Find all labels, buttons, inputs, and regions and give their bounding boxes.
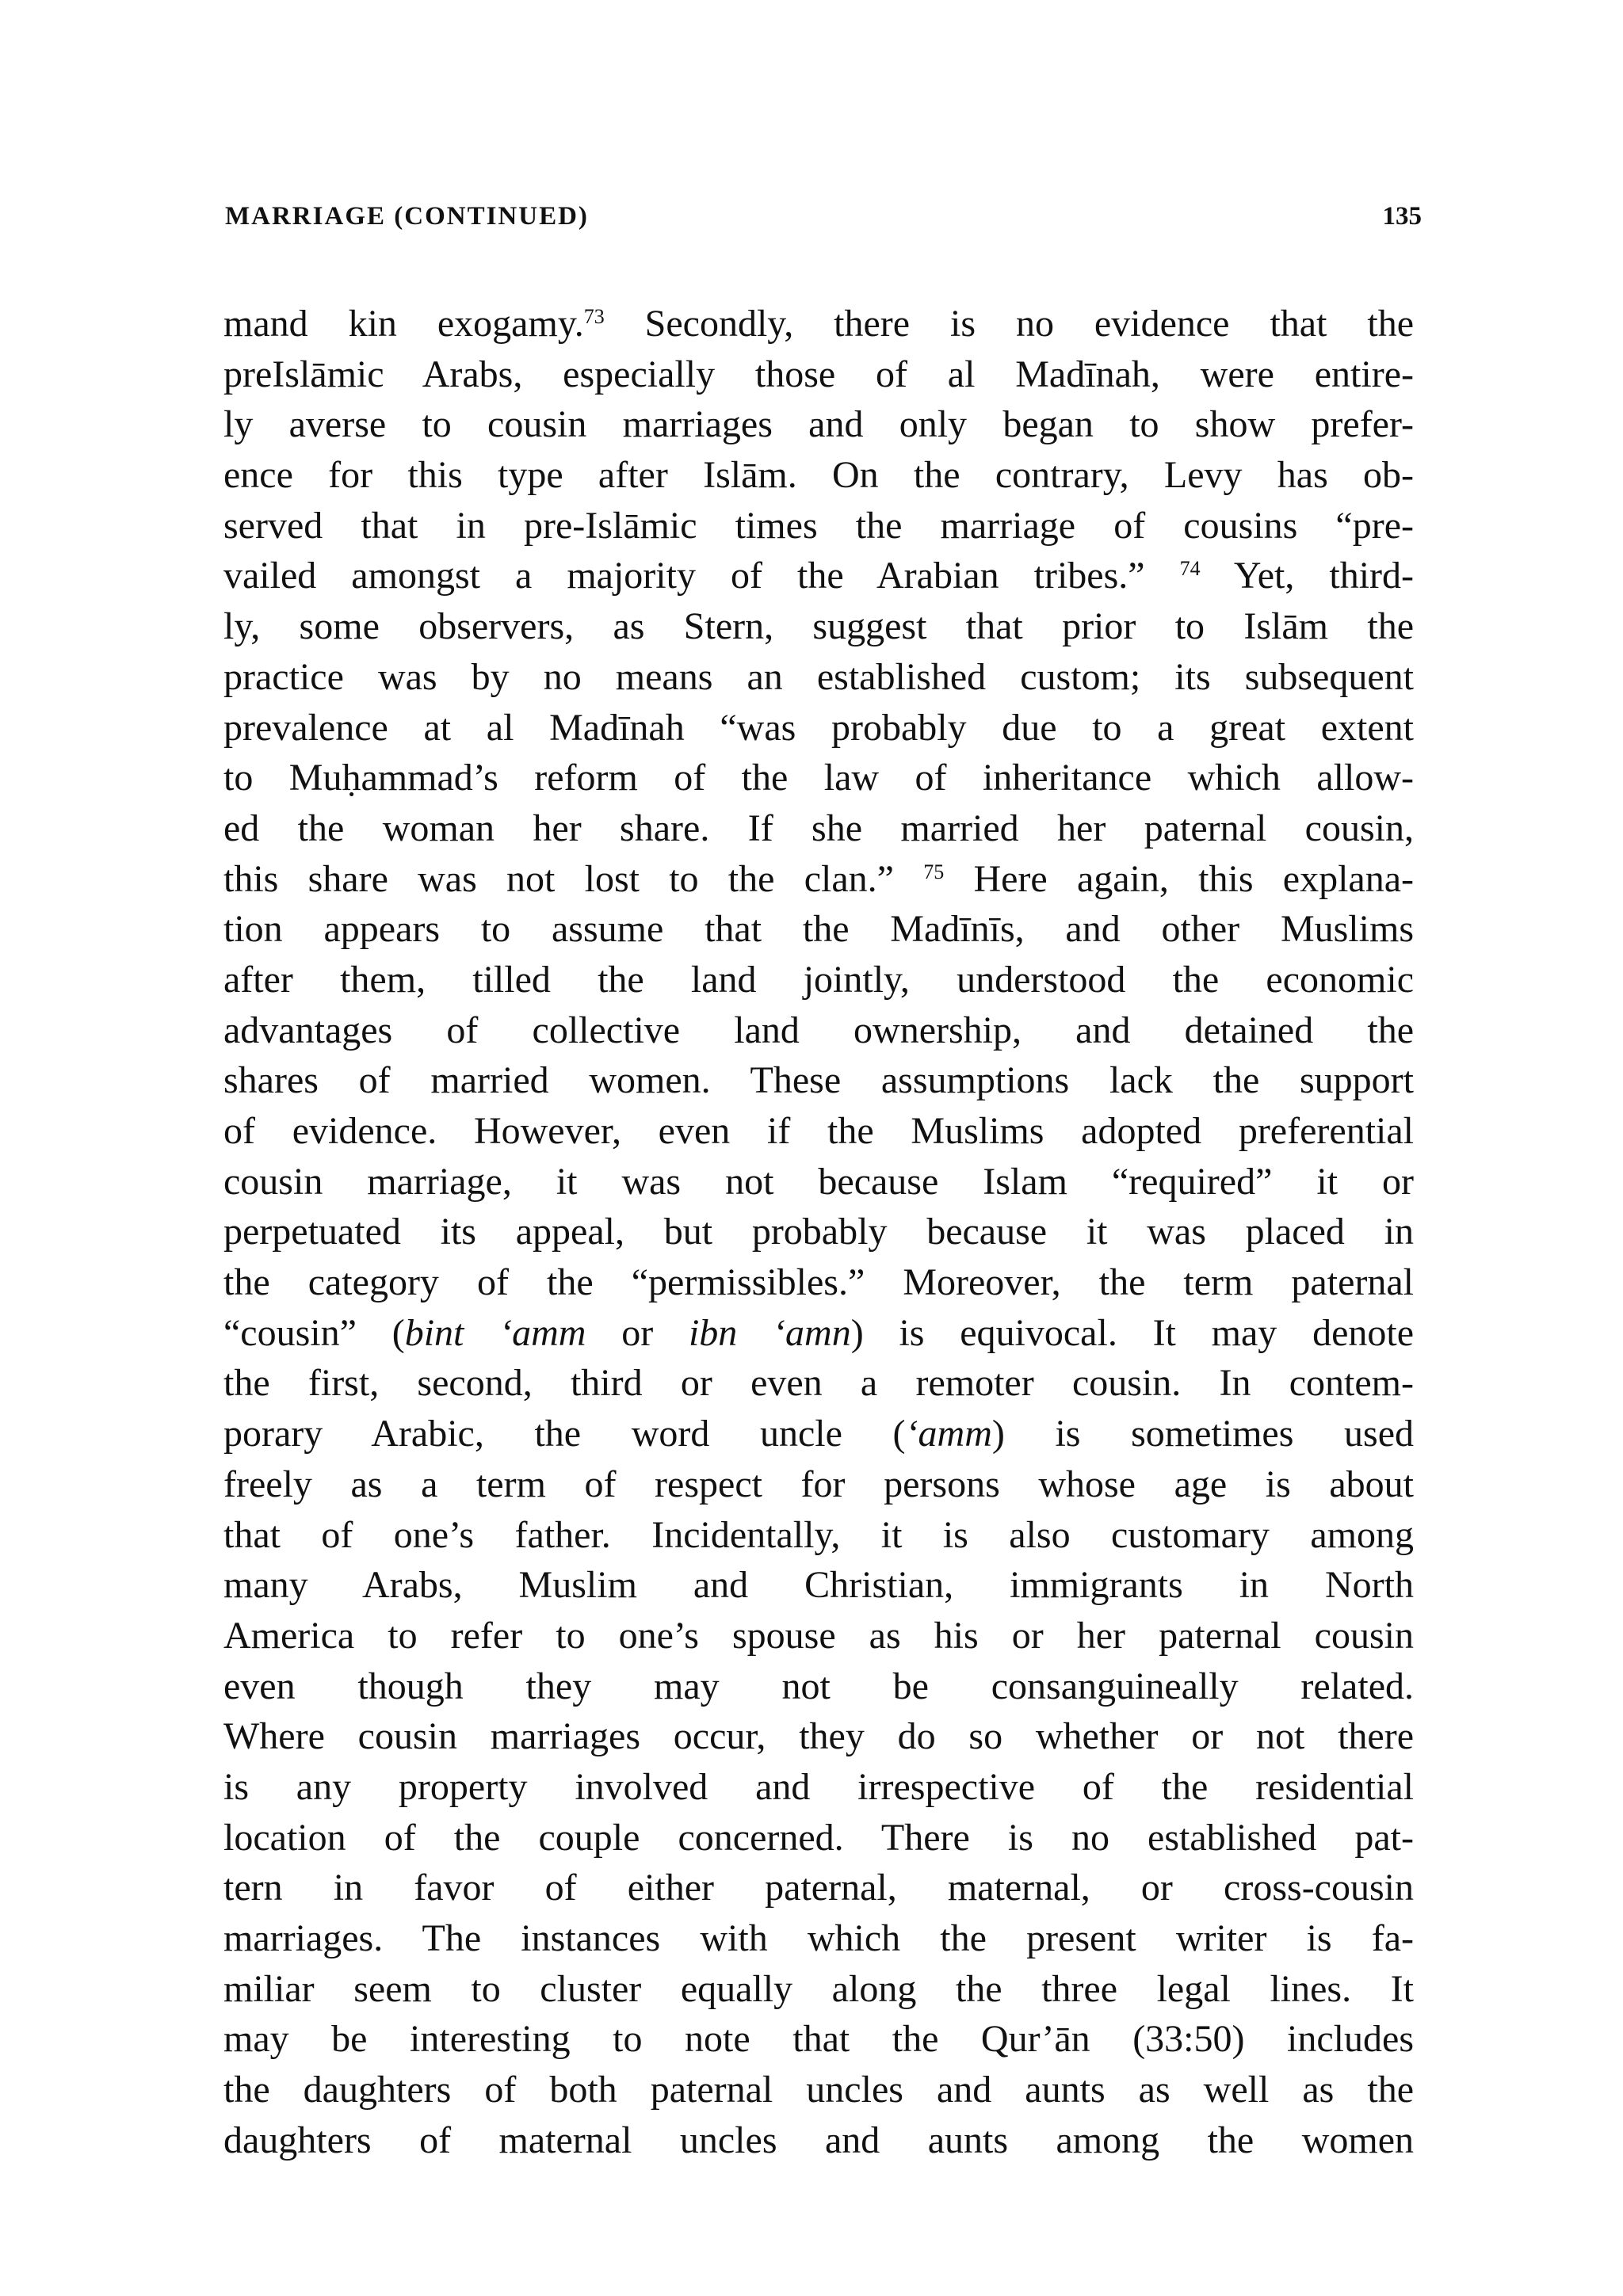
text-line: practice was by no means an established custom; its subsequent xyxy=(223,655,1414,698)
text-line: prevalence at al Madīnah “was probably due to a great extent xyxy=(223,706,1414,749)
footnote-marker: 73 xyxy=(583,305,605,328)
page-header xyxy=(225,202,1422,242)
text-line: ly averse to cousin marriages and only began to show prefer- xyxy=(223,403,1414,446)
text-line: shares of married women. These assumptions lack the support xyxy=(223,1059,1414,1102)
italic-term: ‘amm xyxy=(905,1413,992,1455)
text-line: marriages. The instances with which the present writer is fa- xyxy=(223,1917,1414,1959)
text-line: mand kin exogamy.$^{73}$ Secondly, there is no evidence that the xyxy=(223,303,1414,345)
text-line: after them, tilled the land jointly, understood the economic xyxy=(223,958,1414,1001)
text-line: ly, some observers, as Stern, suggest that prior to Islām the xyxy=(223,605,1414,648)
text-line: the category of the “permissibles.” Moreover, the term paternal xyxy=(223,1261,1414,1304)
text-line: Where cousin marriages occur, they do so whether or not there xyxy=(223,1715,1414,1758)
text-line: tion appears to assume that the Madīnīs, and other Muslims xyxy=(223,908,1414,951)
text-line: America to refer to one’s spouse as his or her paternal cousin xyxy=(223,1614,1414,1657)
text-line: ed the woman her share. If she married her paternal cousin, xyxy=(223,807,1414,849)
italic-term: ibn ‘amn xyxy=(688,1311,851,1354)
text-line: porary Arabic, the word uncle (‘amm) is sometimes used xyxy=(223,1413,1414,1455)
text-line: tern in favor of either paternal, maternal, or cross-cousin xyxy=(223,1867,1414,1909)
footnote-marker: 74 xyxy=(1179,557,1201,581)
body-text xyxy=(223,299,1414,2165)
text-line: vailed amongst a majority of the Arabian tribes.” $^{74}$ Yet, third- xyxy=(223,555,1414,597)
text-line: the daughters of both paternal uncles and aunts as well as the xyxy=(223,2069,1414,2111)
text-line: daughters of maternal uncles and aunts among the women xyxy=(223,2119,1414,2161)
text-line: of evidence. However, even if the Muslims adopted preferential xyxy=(223,1110,1414,1152)
text-line: that of one’s father. Incidentally, it is also customary among xyxy=(223,1513,1414,1556)
text-line: even though they may not be consanguineally related. xyxy=(223,1665,1414,1707)
text-line: location of the couple concerned. There is no established pat- xyxy=(223,1816,1414,1859)
text-line: is any property involved and irrespective of the residential xyxy=(223,1765,1414,1808)
text-line: preIslāmic Arabs, especially those of al Madīnah, were entire- xyxy=(223,353,1414,395)
text-line: served that in pre-Islāmic times the marriage of cousins “pre- xyxy=(223,504,1414,547)
footnote-marker: 75 xyxy=(923,860,945,883)
text-line: the first, second, third or even a remoter cousin. In contem- xyxy=(223,1362,1414,1405)
text-line: advantages of collective land ownership, and detained the xyxy=(223,1009,1414,1051)
text-line: cousin marriage, it was not because Islam “required” it or xyxy=(223,1160,1414,1203)
text-line: freely as a term of respect for persons whose age is about xyxy=(223,1463,1414,1505)
italic-term: bint ‘amm xyxy=(404,1311,586,1354)
page-number: 135 xyxy=(1382,202,1422,231)
text-line: many Arabs, Muslim and Christian, immigrants in North xyxy=(223,1564,1414,1607)
text-line: ence for this type after Islām. On the contrary, Levy has ob- xyxy=(223,454,1414,497)
text-line: perpetuated its appeal, but probably because it was placed in xyxy=(223,1211,1414,1253)
text-line: may be interesting to note that the Qur’ān (33:50) includes xyxy=(223,2018,1414,2061)
text-line: miliar seem to cluster equally along the three legal lines. It xyxy=(223,1967,1414,2010)
running-head: MARRIAGE (CONTINUED) xyxy=(225,202,589,231)
text-line: this share was not lost to the clan.” $^{75}$ Here again, this explana- xyxy=(223,857,1414,900)
text-line: to Muḥammad’s reform of the law of inheritance which allow- xyxy=(223,757,1414,799)
text-line: “cousin” (bint ‘amm or ibn ‘amn) is equivocal. It may denote xyxy=(223,1311,1414,1354)
